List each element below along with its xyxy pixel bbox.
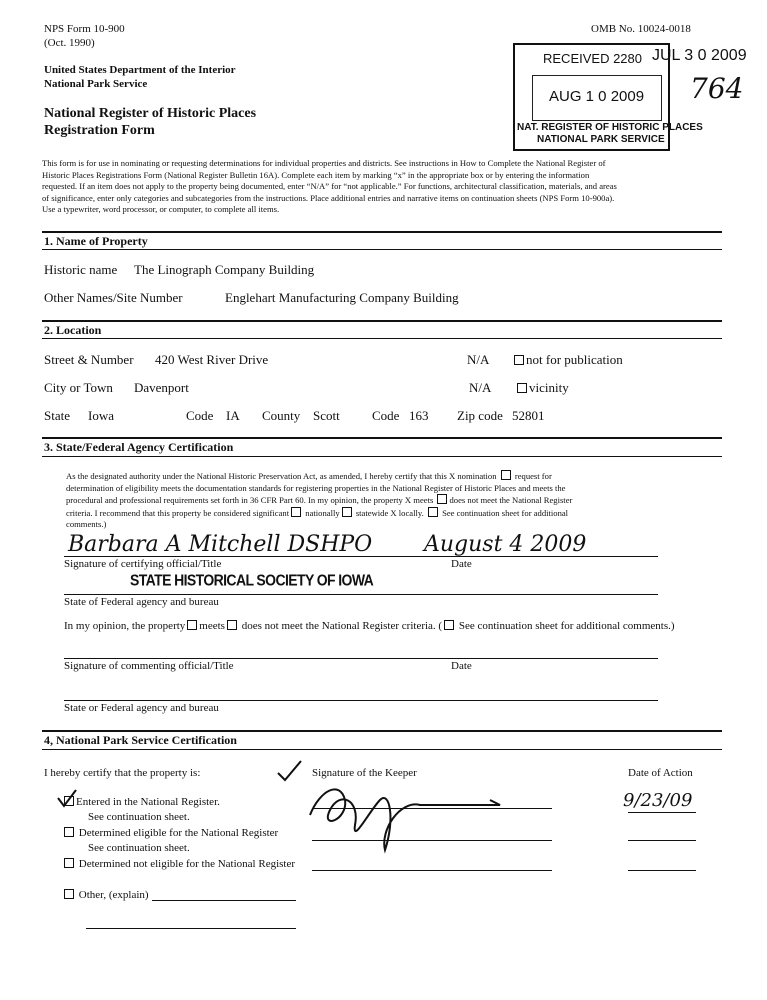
- omb-number: OMB No. 10024-0018: [591, 23, 691, 35]
- street-value[interactable]: 420 West River Drive: [155, 352, 269, 367]
- not-eligible-label: Determined not eligible for the National Register: [78, 858, 296, 870]
- nationally-checkbox[interactable]: [291, 507, 301, 517]
- county-label: County: [262, 408, 301, 423]
- section-rule: [42, 456, 722, 457]
- opinion-text: See continuation sheet for additional comments.): [458, 620, 675, 632]
- statewide-checkbox[interactable]: [342, 507, 352, 517]
- form-date: (Oct. 1990): [44, 37, 95, 49]
- other-names-value[interactable]: Englehart Manufacturing Company Building: [225, 290, 459, 305]
- zip-label: Zip code: [457, 408, 503, 423]
- historic-name-label: Historic name: [44, 262, 118, 277]
- not-eligible-option[interactable]: [62, 858, 295, 870]
- city-label: City or Town: [44, 380, 113, 395]
- instructions-line: Historic Places Registrations Form (National Register Bulletin 16A). Complete each item by marking “x” in the appropriate box or by entering the information: [42, 169, 590, 180]
- vicinity-checkbox[interactable]: [517, 383, 527, 393]
- keeper-label: Signature of the Keeper: [312, 767, 417, 779]
- instructions-line: Use a typewriter, word processor, or computer, to complete all items.: [42, 204, 280, 214]
- cert-text: procedural and professional requirements set forth in 36 CFR Part 60. In my opinion, the property X meets: [66, 495, 434, 505]
- action-date-line: [628, 812, 696, 813]
- county-code-value[interactable]: 163: [409, 408, 429, 423]
- cert-text: does not meet the National Register: [449, 495, 573, 505]
- not-eligible-checkbox[interactable]: [64, 858, 74, 868]
- service: National Park Service: [44, 78, 148, 90]
- street-label: Street & Number: [44, 352, 134, 367]
- action-date-line: [628, 870, 696, 871]
- section-rule: [42, 231, 722, 233]
- opinion-text: In my opinion, the property: [64, 620, 186, 632]
- state-label: State: [44, 408, 70, 423]
- see-continuation-2: See continuation sheet.: [88, 842, 190, 854]
- comment-signature-line: [64, 658, 658, 659]
- not-for-publication-checkbox[interactable]: [514, 355, 524, 365]
- stamp-nat-line2: NATIONAL PARK SERVICE: [537, 134, 665, 145]
- action-date: 9/23/09: [623, 790, 693, 811]
- cert-text: request for: [514, 471, 552, 481]
- section1-heading: 1. Name of Property: [44, 234, 148, 248]
- keeper-line: [312, 840, 552, 841]
- instructions: [42, 158, 732, 216]
- entered-option[interactable]: [62, 796, 220, 808]
- section-rule: [42, 249, 722, 250]
- certify-label: I hereby certify that the property is:: [44, 767, 201, 779]
- eligible-label: Determined eligible for the National Register: [78, 827, 279, 839]
- code-value[interactable]: IA: [226, 408, 240, 423]
- vicinity-label: vicinity: [529, 380, 569, 395]
- see-continuation-1: See continuation sheet.: [88, 811, 190, 823]
- continuation-checkbox[interactable]: [428, 507, 438, 517]
- received-date: JUL 3 0 2009: [652, 47, 747, 64]
- opinion-text: meets: [199, 620, 225, 632]
- section-rule: [42, 437, 722, 439]
- other-explain-line-2[interactable]: [86, 928, 296, 929]
- received-label: RECEIVED 2280: [543, 51, 642, 66]
- signature-label: Signature of certifying official/Title: [64, 558, 222, 570]
- does-not-meet-checkbox[interactable]: [437, 494, 447, 504]
- date-label: Date: [451, 558, 472, 570]
- cert-text: As the designated authority under the National Historic Preservation Act, as amended, I hereby certify that this X nomination: [66, 471, 497, 481]
- agency-label: State of Federal agency and bureau: [64, 596, 219, 608]
- cert-text: nationally: [305, 507, 340, 518]
- cert-text: criteria. I recommend that this property be considered significant: [66, 507, 290, 518]
- comment-signature-label: Signature of commenting official/Title: [64, 660, 234, 672]
- section-rule: [42, 730, 722, 732]
- cert-text: determination of eligibility meets the documentation standards for registering properties in the National Register of Historic Places and meets the: [66, 482, 566, 493]
- city-na: N/A: [469, 380, 492, 395]
- instructions-line: of significance, enter only categories and subcategories from the instructions. Place additional entries and narrative items on continuation sheets (NPS Form 10-900a).: [42, 192, 615, 203]
- city-value[interactable]: Davenport: [134, 380, 189, 395]
- action-date-line: [628, 840, 696, 841]
- opinion-not-meet-checkbox[interactable]: [227, 620, 237, 630]
- cert-text: comments.): [66, 519, 107, 529]
- opinion-continuation-checkbox[interactable]: [444, 620, 454, 630]
- stamp-nat-line1: NAT. REGISTER OF HISTORIC PLACES: [517, 122, 703, 133]
- other-names-label: Other Names/Site Number: [44, 290, 183, 305]
- not-for-publication[interactable]: [512, 352, 623, 368]
- other-option[interactable]: [62, 889, 149, 901]
- other-explain-line[interactable]: [152, 900, 296, 901]
- form-number: NPS Form 10-900: [44, 23, 125, 35]
- comment-date-label: Date: [451, 660, 472, 672]
- signature-line: [64, 556, 658, 557]
- section3-heading: 3. State/Federal Agency Certification: [44, 440, 234, 454]
- department: United States Department of the Interior: [44, 64, 236, 76]
- cert-text: statewide X locally.: [355, 507, 424, 518]
- eligible-option[interactable]: [62, 827, 278, 839]
- not-for-publication-label: not for publication: [526, 352, 623, 367]
- instructions-line: This form is for use in nominating or requesting determinations for individual properties and districts. See instructions in How to Complete the National Register of: [42, 158, 606, 168]
- form-title: National Register of Historic Places: [44, 106, 257, 121]
- date-of-action-label: Date of Action: [628, 767, 693, 779]
- opinion-text: does not meet the National Register criteria. (: [241, 620, 443, 632]
- entered-checkmark-icon: [56, 788, 78, 810]
- other-checkbox[interactable]: [64, 889, 74, 899]
- entered-label: Entered in the National Register.: [76, 796, 220, 808]
- opinion-line: [64, 620, 675, 632]
- state-value[interactable]: Iowa: [88, 408, 114, 423]
- agency-line: [64, 594, 658, 595]
- certifying-signature-date: August 4 2009: [424, 532, 587, 557]
- certification-paragraph: [66, 470, 726, 531]
- agency-stamp: STATE HISTORICAL SOCIETY OF IOWA: [130, 570, 374, 590]
- section4-heading: 4, National Park Service Certification: [44, 733, 237, 747]
- street-na: N/A: [467, 352, 490, 367]
- code-label: Code: [186, 408, 214, 423]
- keeper-signature: [300, 770, 530, 860]
- instructions-line: requested. If an item does not apply to the property being documented, enter “N/A” for “not applicable.” For functions, architectural classification, materials, and areas: [42, 181, 617, 191]
- section-rule: [42, 320, 722, 322]
- zip-value[interactable]: 52801: [512, 408, 545, 423]
- vicinity[interactable]: [515, 380, 569, 396]
- section-rule: [42, 338, 722, 339]
- stamp-date-box: [532, 75, 662, 121]
- keeper-line: [312, 808, 552, 809]
- request-checkbox[interactable]: [501, 470, 511, 480]
- keeper-line: [312, 870, 552, 871]
- handwritten-number: 764: [690, 72, 744, 105]
- section2-heading: 2. Location: [44, 323, 102, 337]
- eligible-checkbox[interactable]: [64, 827, 74, 837]
- county-value[interactable]: Scott: [313, 408, 340, 423]
- section-rule: [42, 749, 722, 750]
- county-code-label: Code: [372, 408, 400, 423]
- stamp-date: AUG 1 0 2009: [549, 88, 645, 105]
- certifying-signature: Barbara A Mitchell DSHPO: [68, 532, 373, 557]
- form-subtitle: Registration Form: [44, 123, 155, 138]
- other-label: Other, (explain): [78, 889, 149, 901]
- historic-name-value[interactable]: The Linograph Company Building: [134, 262, 315, 277]
- opinion-meets-checkbox[interactable]: [187, 620, 197, 630]
- agency2-line: [64, 700, 658, 701]
- agency2-label: State or Federal agency and bureau: [64, 702, 219, 714]
- cert-text: See continuation sheet for additional: [442, 507, 569, 518]
